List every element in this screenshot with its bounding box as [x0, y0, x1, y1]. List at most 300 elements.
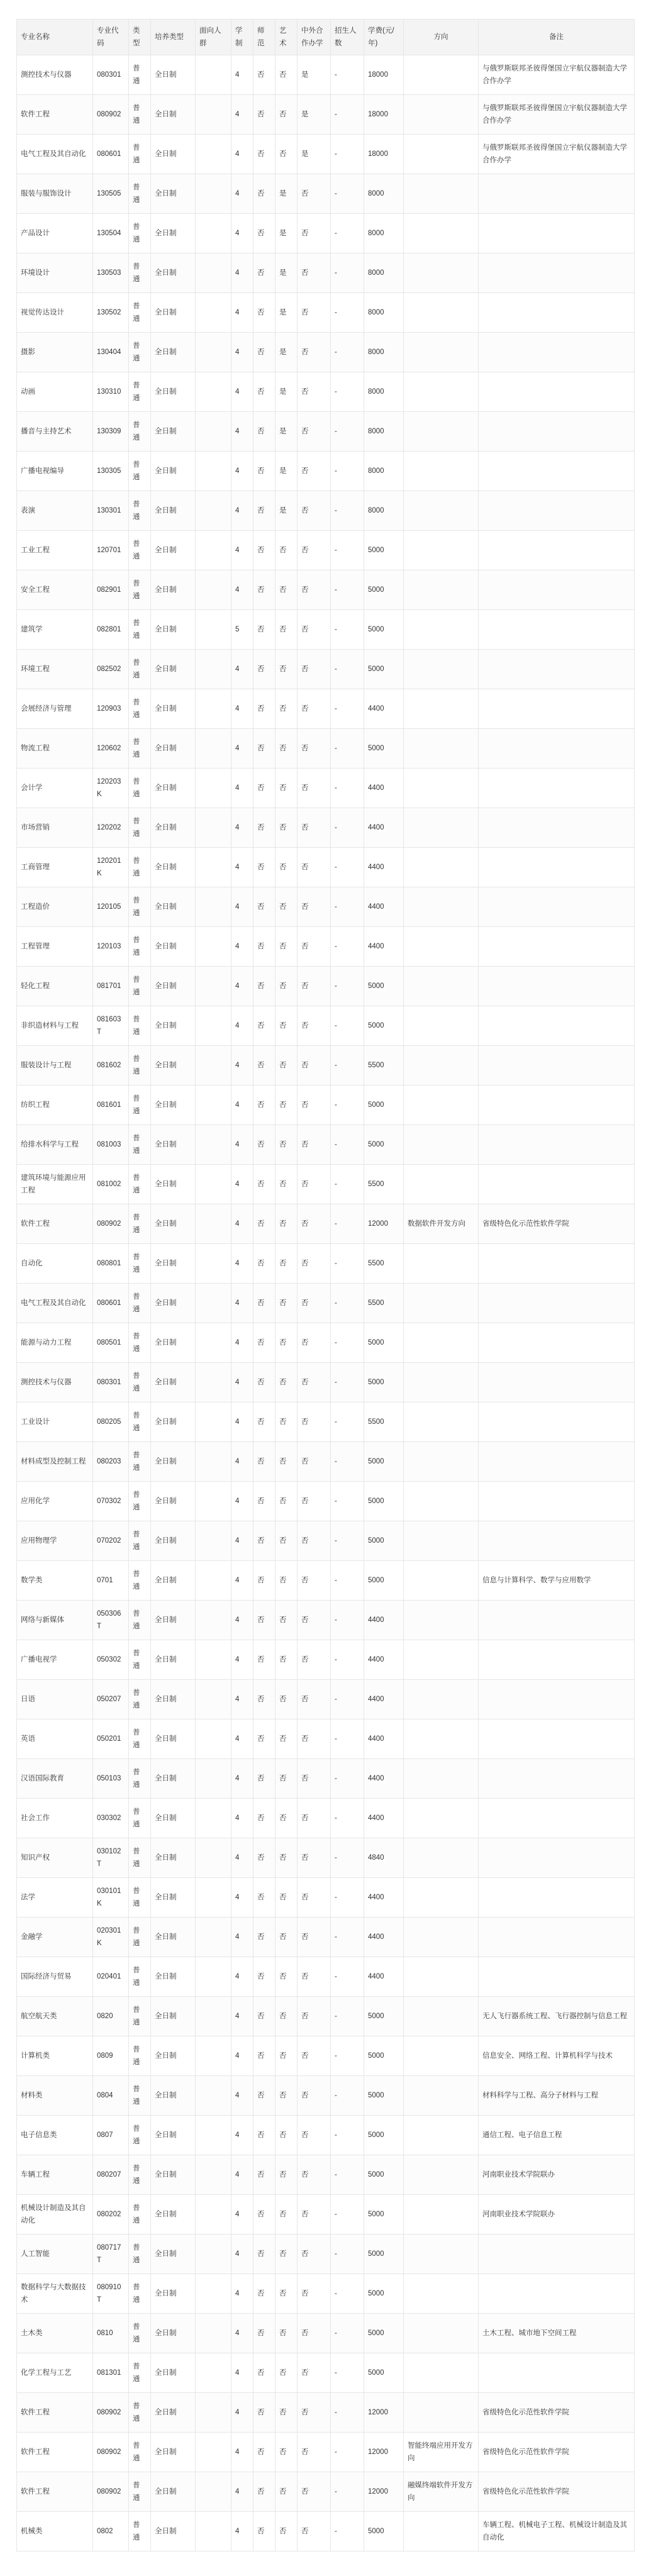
header-mode: 培养类型 [151, 19, 196, 55]
table-row [17, 2116, 635, 2155]
cell-note [479, 1957, 635, 1997]
cell-note [479, 1838, 635, 1878]
cell-teach: 否 [253, 689, 275, 729]
cell-mode: 全日制 [151, 1085, 196, 1125]
header-row [17, 19, 635, 55]
cell-enr: - [331, 1680, 364, 1719]
cell-dir [404, 174, 479, 214]
cell-type: 普通 [129, 491, 151, 531]
cell-dir [404, 293, 479, 333]
cell-coop: 否 [298, 2393, 331, 2433]
cell-mode: 全日制 [151, 1402, 196, 1442]
cell-mode: 全日制 [151, 333, 196, 372]
cell-mode: 全日制 [151, 1918, 196, 1957]
cell-art: 否 [275, 1204, 298, 1244]
table-row [17, 570, 635, 610]
cell-enr: - [331, 887, 364, 927]
cell-teach: 否 [253, 1165, 275, 1204]
cell-yrs: 4 [231, 729, 253, 769]
cell-note [479, 2353, 635, 2393]
cell-name: 环境工程 [17, 650, 93, 689]
cell-coop: 否 [298, 1006, 331, 1046]
cell-coop: 否 [298, 1719, 331, 1759]
cell-art: 否 [275, 848, 298, 887]
cell-coop: 否 [298, 1204, 331, 1244]
cell-code: 120602 [93, 729, 129, 769]
cell-type: 普通 [129, 2076, 151, 2116]
cell-obj [196, 1799, 231, 1838]
cell-yrs: 4 [231, 1680, 253, 1719]
cell-enr: - [331, 2274, 364, 2314]
cell-name: 会计学 [17, 769, 93, 808]
cell-code: 080601 [93, 135, 129, 174]
cell-dir [404, 1601, 479, 1640]
cell-mode: 全日制 [151, 650, 196, 689]
cell-note [479, 1085, 635, 1125]
cell-note: 河南职业技术学院联办 [479, 2155, 635, 2195]
cell-dir [404, 1402, 479, 1442]
table-container [16, 19, 635, 2551]
cell-yrs: 4 [231, 1640, 253, 1680]
cell-coop: 否 [298, 2353, 331, 2393]
table-row [17, 412, 635, 452]
cell-fee: 4400 [364, 848, 404, 887]
cell-dir: 数据软件开发方向 [404, 1204, 479, 1244]
cell-fee: 4400 [364, 769, 404, 808]
cell-mode: 全日制 [151, 1165, 196, 1204]
table-row [17, 55, 635, 95]
cell-dir [404, 2353, 479, 2393]
cell-type: 普通 [129, 1838, 151, 1878]
cell-coop: 否 [298, 174, 331, 214]
cell-mode: 全日制 [151, 1363, 196, 1402]
cell-note [479, 967, 635, 1006]
cell-yrs: 4 [231, 2076, 253, 2116]
cell-note [479, 2235, 635, 2274]
cell-art: 否 [275, 2314, 298, 2353]
cell-mode: 全日制 [151, 2512, 196, 2551]
cell-enr: - [331, 1719, 364, 1759]
cell-fee: 8000 [364, 253, 404, 293]
cell-fee: 5000 [364, 2116, 404, 2155]
cell-yrs: 4 [231, 1799, 253, 1838]
cell-enr: - [331, 372, 364, 412]
cell-coop: 否 [298, 2314, 331, 2353]
cell-art: 否 [275, 1521, 298, 1561]
cell-type: 普通 [129, 412, 151, 452]
cell-enr: - [331, 769, 364, 808]
cell-type: 普通 [129, 570, 151, 610]
cell-note [479, 1680, 635, 1719]
cell-art: 否 [275, 1046, 298, 1085]
cell-dir [404, 1046, 479, 1085]
cell-dir [404, 848, 479, 887]
cell-dir [404, 1284, 479, 1323]
cell-code: 081003 [93, 1125, 129, 1165]
cell-fee: 8000 [364, 491, 404, 531]
cell-obj [196, 214, 231, 253]
cell-enr: - [331, 1125, 364, 1165]
cell-note [479, 769, 635, 808]
cell-enr: - [331, 253, 364, 293]
table-row [17, 1680, 635, 1719]
cell-code: 080207 [93, 2155, 129, 2195]
cell-obj [196, 531, 231, 570]
cell-yrs: 4 [231, 55, 253, 95]
table-row [17, 372, 635, 412]
cell-teach: 否 [253, 1482, 275, 1521]
cell-code: 030302 [93, 1799, 129, 1838]
cell-name: 数据科学与大数据技术 [17, 2274, 93, 2314]
cell-coop: 否 [298, 1165, 331, 1204]
table-row [17, 729, 635, 769]
cell-coop: 否 [298, 1838, 331, 1878]
cell-teach: 否 [253, 2353, 275, 2393]
cell-obj [196, 1046, 231, 1085]
cell-yrs: 4 [231, 1601, 253, 1640]
cell-enr: - [331, 452, 364, 491]
cell-art: 否 [275, 769, 298, 808]
cell-fee: 5000 [364, 1006, 404, 1046]
cell-fee: 5000 [364, 650, 404, 689]
cell-obj [196, 1997, 231, 2036]
cell-name: 自动化 [17, 1244, 93, 1284]
cell-art: 是 [275, 333, 298, 372]
cell-mode: 全日制 [151, 491, 196, 531]
cell-fee: 5000 [364, 967, 404, 1006]
header-enr: 招生人数 [331, 19, 364, 55]
header-fee: 学费(元/年) [364, 19, 404, 55]
cell-yrs: 4 [231, 1521, 253, 1561]
cell-coop: 否 [298, 1244, 331, 1284]
cell-fee: 18000 [364, 135, 404, 174]
cell-art: 否 [275, 808, 298, 848]
cell-name: 工业设计 [17, 1402, 93, 1442]
cell-teach: 否 [253, 1521, 275, 1561]
cell-yrs: 4 [231, 2472, 253, 2512]
cell-mode: 全日制 [151, 2472, 196, 2512]
cell-type: 普通 [129, 1284, 151, 1323]
cell-enr: - [331, 2393, 364, 2433]
table-row [17, 1085, 635, 1125]
cell-art: 否 [275, 2433, 298, 2472]
cell-fee: 5000 [364, 2076, 404, 2116]
cell-obj [196, 412, 231, 452]
cell-teach: 否 [253, 1957, 275, 1997]
cell-obj [196, 174, 231, 214]
cell-enr: - [331, 1165, 364, 1204]
cell-code: 080910T [93, 2274, 129, 2314]
cell-note [479, 214, 635, 253]
cell-fee: 8000 [364, 333, 404, 372]
cell-enr: - [331, 2195, 364, 2235]
cell-note [479, 650, 635, 689]
cell-type: 普通 [129, 1759, 151, 1799]
cell-name: 建筑环境与能源应用工程 [17, 1165, 93, 1204]
cell-dir [404, 2036, 479, 2076]
cell-enr: - [331, 1363, 364, 1402]
cell-yrs: 4 [231, 1918, 253, 1957]
cell-note [479, 1402, 635, 1442]
cell-yrs: 4 [231, 1244, 253, 1284]
cell-yrs: 4 [231, 769, 253, 808]
cell-obj [196, 650, 231, 689]
cell-code: 120701 [93, 531, 129, 570]
cell-obj [196, 2472, 231, 2512]
cell-teach: 否 [253, 769, 275, 808]
table-row [17, 293, 635, 333]
cell-type: 普通 [129, 769, 151, 808]
cell-note [479, 1323, 635, 1363]
cell-note [479, 1006, 635, 1046]
cell-mode: 全日制 [151, 1006, 196, 1046]
cell-mode: 全日制 [151, 848, 196, 887]
cell-code: 0820 [93, 1997, 129, 2036]
table-row [17, 2076, 635, 2116]
cell-enr: - [331, 1759, 364, 1799]
cell-code: 0802 [93, 2512, 129, 2551]
cell-yrs: 4 [231, 1997, 253, 2036]
cell-fee: 18000 [364, 95, 404, 135]
cell-coop: 否 [298, 650, 331, 689]
cell-code: 080203 [93, 1442, 129, 1482]
cell-yrs: 4 [231, 650, 253, 689]
cell-note: 省级特色化示范性软件学院 [479, 1204, 635, 1244]
cell-dir [404, 2116, 479, 2155]
cell-coop: 否 [298, 452, 331, 491]
cell-name: 化学工程与工艺 [17, 2353, 93, 2393]
cell-enr: - [331, 729, 364, 769]
cell-name: 工程管理 [17, 927, 93, 967]
cell-code: 130504 [93, 214, 129, 253]
cell-dir [404, 1680, 479, 1719]
cell-art: 是 [275, 214, 298, 253]
cell-mode: 全日制 [151, 372, 196, 412]
cell-dir [404, 729, 479, 769]
cell-mode: 全日制 [151, 214, 196, 253]
cell-yrs: 4 [231, 2036, 253, 2076]
cell-yrs: 4 [231, 1323, 253, 1363]
cell-fee: 5500 [364, 1244, 404, 1284]
cell-obj [196, 808, 231, 848]
cell-name: 服装设计与工程 [17, 1046, 93, 1085]
cell-art: 否 [275, 1125, 298, 1165]
cell-dir [404, 412, 479, 452]
cell-type: 普通 [129, 1561, 151, 1601]
cell-yrs: 4 [231, 887, 253, 927]
cell-mode: 全日制 [151, 95, 196, 135]
cell-coop: 否 [298, 372, 331, 412]
cell-enr: - [331, 1521, 364, 1561]
cell-note [479, 1244, 635, 1284]
table-row [17, 2393, 635, 2433]
cell-mode: 全日制 [151, 1957, 196, 1997]
cell-code: 080301 [93, 55, 129, 95]
cell-enr: - [331, 2472, 364, 2512]
table-row [17, 1482, 635, 1521]
cell-fee: 4400 [364, 1759, 404, 1799]
cell-enr: - [331, 1442, 364, 1482]
cell-mode: 全日制 [151, 2155, 196, 2195]
cell-note [479, 1165, 635, 1204]
cell-fee: 5500 [364, 1284, 404, 1323]
table-row [17, 1006, 635, 1046]
cell-code: 081601 [93, 1085, 129, 1125]
cell-art: 否 [275, 2116, 298, 2155]
cell-fee: 8000 [364, 412, 404, 452]
cell-obj [196, 570, 231, 610]
cell-code: 080717T [93, 2235, 129, 2274]
table-row [17, 1878, 635, 1918]
cell-coop: 否 [298, 253, 331, 293]
cell-type: 普通 [129, 174, 151, 214]
cell-teach: 否 [253, 95, 275, 135]
cell-art: 否 [275, 689, 298, 729]
cell-name: 软件工程 [17, 2433, 93, 2472]
cell-code: 130305 [93, 452, 129, 491]
cell-mode: 全日制 [151, 1878, 196, 1918]
cell-yrs: 4 [231, 491, 253, 531]
cell-code: 020301K [93, 1918, 129, 1957]
cell-teach: 否 [253, 1680, 275, 1719]
program-table [16, 19, 635, 2551]
cell-obj [196, 2433, 231, 2472]
cell-dir [404, 610, 479, 650]
cell-note [479, 729, 635, 769]
cell-enr: - [331, 1284, 364, 1323]
cell-art: 否 [275, 1680, 298, 1719]
cell-dir [404, 1838, 479, 1878]
table-row [17, 689, 635, 729]
cell-coop: 否 [298, 2472, 331, 2512]
table-row [17, 1719, 635, 1759]
cell-name: 非织造材料与工程 [17, 1006, 93, 1046]
cell-enr: - [331, 135, 364, 174]
cell-obj [196, 491, 231, 531]
cell-teach: 否 [253, 1402, 275, 1442]
cell-teach: 否 [253, 2195, 275, 2235]
cell-art: 否 [275, 2512, 298, 2551]
cell-dir [404, 2195, 479, 2235]
cell-mode: 全日制 [151, 293, 196, 333]
cell-yrs: 4 [231, 214, 253, 253]
cell-dir [404, 1363, 479, 1402]
cell-obj [196, 1918, 231, 1957]
cell-type: 普通 [129, 1204, 151, 1244]
cell-art: 否 [275, 650, 298, 689]
cell-enr: - [331, 2433, 364, 2472]
cell-note: 省级特色化示范性软件学院 [479, 2393, 635, 2433]
cell-type: 普通 [129, 1601, 151, 1640]
cell-mode: 全日制 [151, 1719, 196, 1759]
table-row [17, 1799, 635, 1838]
cell-note: 土木工程、城市地下空间工程 [479, 2314, 635, 2353]
cell-mode: 全日制 [151, 2195, 196, 2235]
cell-type: 普通 [129, 967, 151, 1006]
cell-dir [404, 1006, 479, 1046]
cell-note: 省级特色化示范性软件学院 [479, 2433, 635, 2472]
cell-teach: 否 [253, 1244, 275, 1284]
cell-dir [404, 1442, 479, 1482]
cell-yrs: 4 [231, 2433, 253, 2472]
cell-type: 普通 [129, 135, 151, 174]
cell-fee: 5000 [364, 1323, 404, 1363]
cell-enr: - [331, 1204, 364, 1244]
cell-yrs: 4 [231, 293, 253, 333]
cell-type: 普通 [129, 2512, 151, 2551]
cell-teach: 否 [253, 2393, 275, 2433]
cell-fee: 5500 [364, 1402, 404, 1442]
cell-obj [196, 1402, 231, 1442]
table-row [17, 2472, 635, 2512]
cell-yrs: 4 [231, 1402, 253, 1442]
cell-type: 普通 [129, 610, 151, 650]
cell-teach: 否 [253, 2116, 275, 2155]
cell-coop: 否 [298, 1878, 331, 1918]
cell-obj [196, 2036, 231, 2076]
cell-enr: - [331, 2512, 364, 2551]
cell-coop: 否 [298, 689, 331, 729]
cell-note: 材料科学与工程、高分子材料与工程 [479, 2076, 635, 2116]
cell-type: 普通 [129, 2353, 151, 2393]
cell-name: 环境设计 [17, 253, 93, 293]
cell-coop: 否 [298, 1680, 331, 1719]
cell-code: 120203K [93, 769, 129, 808]
cell-mode: 全日制 [151, 887, 196, 927]
cell-note [479, 452, 635, 491]
cell-obj [196, 135, 231, 174]
cell-yrs: 4 [231, 2512, 253, 2551]
cell-fee: 5000 [364, 2235, 404, 2274]
cell-mode: 全日制 [151, 412, 196, 452]
cell-art: 否 [275, 1284, 298, 1323]
cell-art: 否 [275, 1719, 298, 1759]
cell-coop: 否 [298, 1402, 331, 1442]
cell-yrs: 4 [231, 1204, 253, 1244]
cell-name: 工商管理 [17, 848, 93, 887]
cell-obj [196, 1284, 231, 1323]
cell-name: 测控技术与仪器 [17, 1363, 93, 1402]
cell-note [479, 253, 635, 293]
cell-fee: 5500 [364, 1165, 404, 1204]
table-row [17, 2155, 635, 2195]
cell-enr: - [331, 927, 364, 967]
cell-name: 车辆工程 [17, 2155, 93, 2195]
cell-name: 产品设计 [17, 214, 93, 253]
cell-note [479, 887, 635, 927]
cell-fee: 5000 [364, 2036, 404, 2076]
cell-fee: 5000 [364, 1561, 404, 1601]
cell-dir [404, 570, 479, 610]
cell-type: 普通 [129, 55, 151, 95]
cell-mode: 全日制 [151, 1680, 196, 1719]
cell-fee: 5000 [364, 1442, 404, 1482]
cell-obj [196, 1085, 231, 1125]
cell-obj [196, 1601, 231, 1640]
cell-enr: - [331, 2116, 364, 2155]
cell-name: 英语 [17, 1719, 93, 1759]
cell-type: 普通 [129, 848, 151, 887]
cell-art: 否 [275, 1957, 298, 1997]
cell-art: 否 [275, 531, 298, 570]
cell-code: 130502 [93, 293, 129, 333]
cell-art: 否 [275, 2353, 298, 2393]
cell-fee: 5000 [364, 2512, 404, 2551]
cell-dir [404, 2393, 479, 2433]
cell-obj [196, 887, 231, 927]
cell-coop: 否 [298, 1521, 331, 1561]
cell-type: 普通 [129, 2433, 151, 2472]
